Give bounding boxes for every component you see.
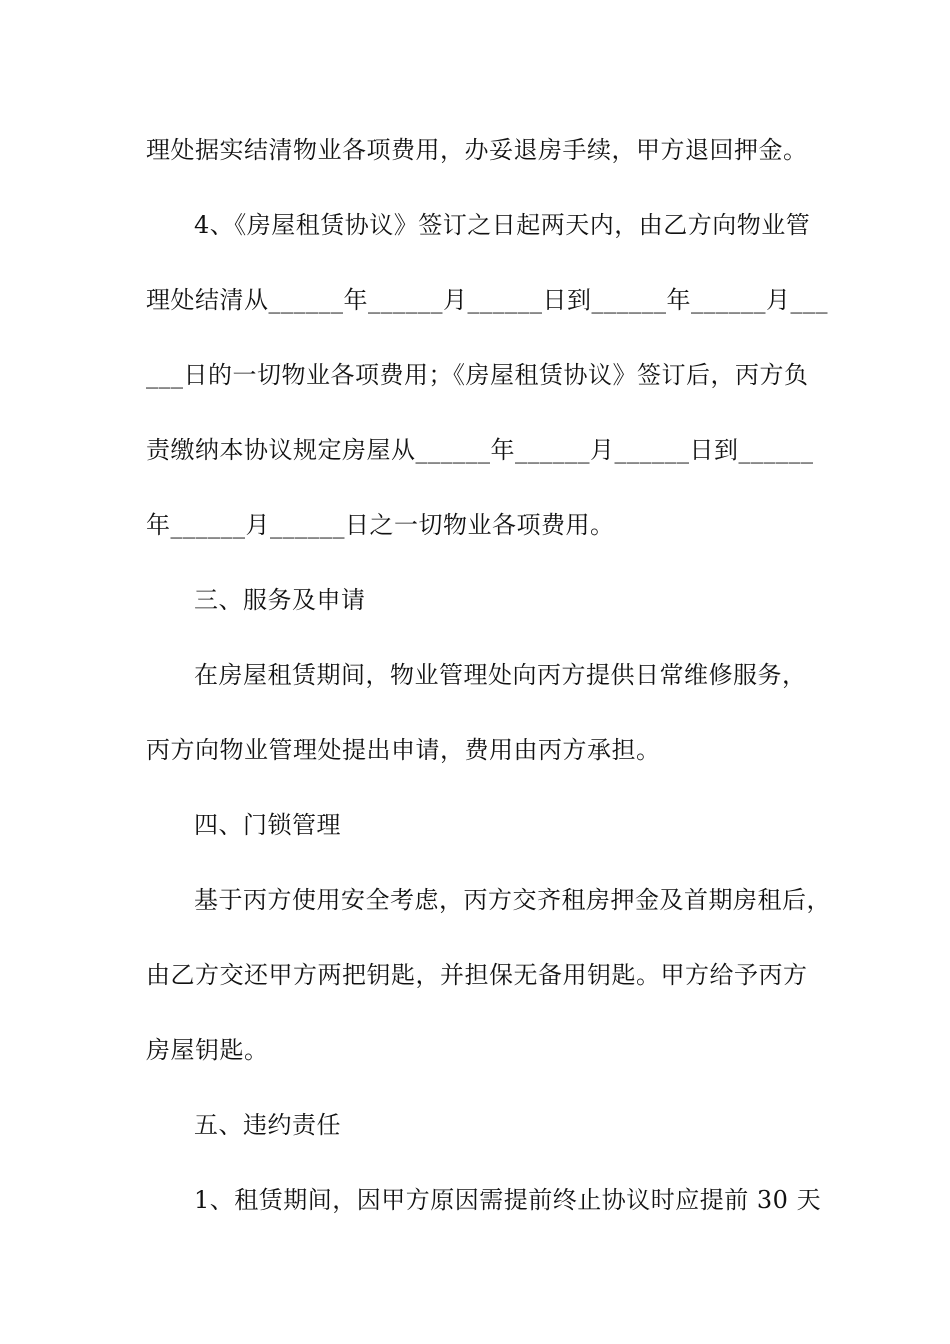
paragraph-line-4: ___日的一切物业各项费用；《房屋租赁协议》签订后，丙方负 [146,361,809,389]
paragraph-line-3: 理处结清从______年______月______日到______年______月___ [146,286,828,314]
paragraph-line-6: 年______月______日之一切物业各项费用。 [146,511,615,539]
paragraph-line-9: 丙方向物业管理处提出申请，费用由丙方承担。 [146,736,661,764]
section-heading-liability: 五、违约责任 [194,1111,341,1139]
paragraph-line-11: 基于丙方使用安全考虑，丙方交齐租房押金及首期房租后， [194,886,831,914]
section-heading-services: 三、服务及申请 [194,586,366,614]
paragraph-line-5: 责缴纳本协议规定房屋从______年______月______日到______ [146,436,814,464]
paragraph-line-2: 4、《房屋租赁协议》签订之日起两天内，由乙方向物业管 [194,211,811,239]
paragraph-line-13: 房屋钥匙。 [146,1036,269,1064]
paragraph-line-1: 理处据实结清物业各项费用，办妥退房手续，甲方退回押金。 [146,136,808,164]
paragraph-line-15: 1、租赁期间，因甲方原因需提前终止协议时应提前 30 天 [194,1186,822,1214]
paragraph-line-12: 由乙方交还甲方两把钥匙，并担保无备用钥匙。甲方给予丙方 [146,961,808,989]
section-heading-locks: 四、门锁管理 [194,811,341,839]
paragraph-line-8: 在房屋租赁期间，物业管理处向丙方提供日常维修服务， [194,661,807,689]
